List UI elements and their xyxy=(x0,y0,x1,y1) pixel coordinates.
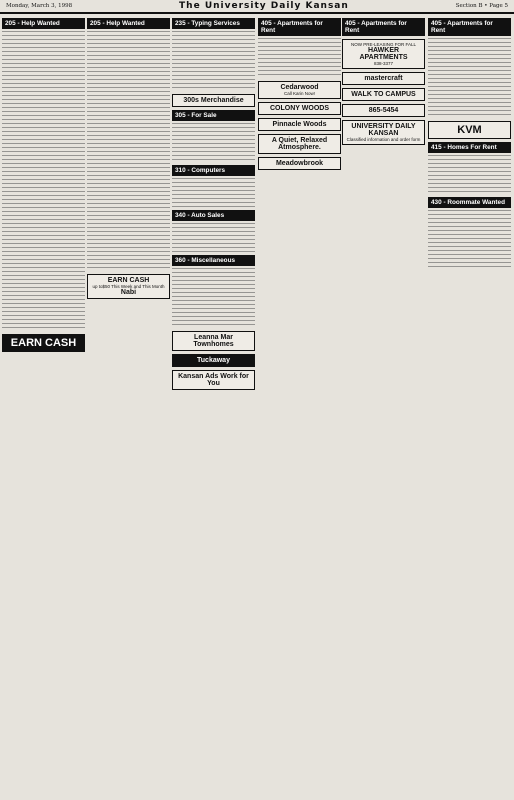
masthead-section: Section B • Page 5 xyxy=(455,3,508,9)
tuckaway-ad: Tuckaway xyxy=(172,354,255,367)
section-header: 205 - Help Wanted xyxy=(87,18,170,29)
masthead xyxy=(0,0,514,14)
section-header: 310 - Computers xyxy=(172,165,255,176)
column-apartments xyxy=(258,18,341,796)
section-header: 405 - Apartments for Rent xyxy=(428,18,511,36)
column-typing xyxy=(172,18,255,796)
nabi-logo: Nabi xyxy=(120,289,137,296)
meadowbrook-ad: Meadowbrook xyxy=(258,157,341,170)
walk-to-campus-ad: WALK TO CAMPUS xyxy=(342,88,425,101)
column-help-wanted xyxy=(2,18,85,796)
section-header: 305 - For Sale xyxy=(172,110,255,121)
classified-text xyxy=(87,31,170,271)
pinnacle-woods-ad: Pinnacle Woods xyxy=(258,118,341,131)
earn-cash-ad: EARN CASH xyxy=(2,334,85,352)
column-homes xyxy=(428,18,511,796)
phone-ad: 865-5454 xyxy=(342,104,425,117)
section-header: 205 - Help Wanted xyxy=(2,18,85,29)
colony-woods-ad: COLONY WOODS xyxy=(258,102,341,115)
masthead-paper: The University Daily Kansan xyxy=(179,1,349,11)
section-header: 405 - Apartments for Rent xyxy=(342,18,425,36)
column-apartments-2 xyxy=(342,18,425,796)
earn-cash-sub: up to$50 This Week and This Month xyxy=(92,284,165,289)
section-header: 405 - Apartments for Rent xyxy=(258,18,341,36)
earn-cash-box xyxy=(87,274,170,299)
kansan-ads-banner: Kansan Ads Work for You xyxy=(172,370,255,390)
mastercraft-ad: mastercraft xyxy=(342,72,425,85)
section-header: 415 - Homes For Rent xyxy=(428,142,511,153)
masthead-date: Monday, March 3, 1998 xyxy=(6,3,73,9)
cedarwood-ad: Cedarwood Call Karin Now! xyxy=(258,81,341,99)
udk-form: UNIVERSITY DAILY KANSAN Classified information and order form xyxy=(342,120,425,145)
kvm-ad: KVM xyxy=(428,121,511,139)
merchandise-banner: 300s Merchandise xyxy=(172,94,255,107)
section-header: 235 - Typing Services xyxy=(172,18,255,29)
earn-cash-title: EARN CASH xyxy=(107,277,150,284)
leanna-mar-ad: Leanna Mar Townhomes xyxy=(172,331,255,351)
classified-text xyxy=(2,31,85,331)
quiet-atmosphere-ad: A Quiet, Relaxed Atmosphere. xyxy=(258,134,341,154)
section-header: 360 - Miscellaneous xyxy=(172,255,255,266)
column-help-wanted-2 xyxy=(87,18,170,796)
section-header: 430 - Roommate Wanted xyxy=(428,197,511,208)
section-header: 340 - Auto Sales xyxy=(172,210,255,221)
hawker-ad: NOW PRE-LEASING FOR FALL HAWKER APARTMENTS 838-3377 xyxy=(342,39,425,69)
